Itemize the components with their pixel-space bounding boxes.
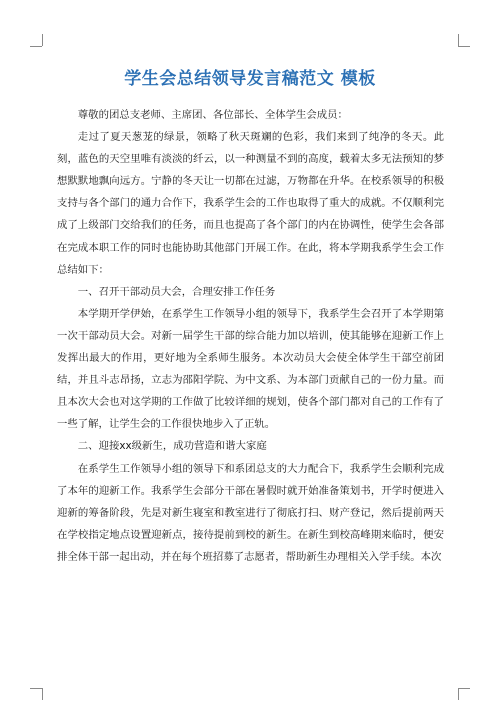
document-title: 学生会总结领导发言稿范文 模板: [124, 69, 376, 89]
crop-mark-top-left-v: [42, 34, 43, 46]
salutation-paragraph: 尊敬的团总支老师、主席团、各位部长、全体学生会成员：: [77, 109, 348, 121]
crop-mark-bottom-right-v: [458, 688, 459, 700]
section-heading-1: 一、召开干部动员大会，合理安排工作任务: [77, 285, 276, 298]
crop-mark-bottom-right-h: [458, 688, 470, 689]
section-2-paragraph: 在系学生工作领导小组的领导下和系团总支的大力配合下，我系学生会顺利完成了本年的迎新工作。我系学生会部分干部在暑假时就开始准备策划书，开学时便进入迎新的筹备阶段，先是对新生寝室和教室进行了彻底打扫、财产登记，然后提前两天在学校指定地点设置迎新点，接待提前到校的新生。在新生到校高峰期来临时，便安排全体干部一起出动，并在每个班招募了志愿者，帮助新生办理相关入学手续。本次: [57, 462, 444, 563]
crop-mark-bottom-left-v: [42, 688, 43, 700]
document-body: [57, 104, 444, 568]
section-1-paragraph: 本学期开学伊始，在系学生工作领导小组的领导下，我系学生会召开了本学期第一次干部动员大会。对新一届学生干部的综合能力加以培训，使其能够在迎新工作上发挥出最大的作用，更好地为全系师生服务。本次动员大会使全体学生干部空前团结，并且斗志昂扬，立志为邵阳学院、为中文系、为本部门贡献自己的一份力量。而且本次大会也对这学期的工作做了比较详细的规划，使各个部门都对自己的工作有了一些了解，让学生会的工作很快地步入了正轨。: [57, 307, 444, 431]
crop-mark-top-left-h: [30, 46, 42, 47]
crop-mark-top-right-h: [458, 46, 470, 47]
section-heading-2: 二、迎接xx级新生，成功营造和谐大家庭: [77, 440, 267, 453]
intro-paragraph: 走过了夏天葱茏的绿景，领略了秋天斑斓的色彩，我们来到了纯净的冬天。此刻，蓝色的天空里唯有淡淡的纤云，以一种测量不到的高度，载着太多无法预知的梦想默默地飘向远方。宁静的冬天让一切都在过滤，万物都在升华。在校系领导的积极支持与各个部门的通力合作下，我系学生会的工作也取得了重大的成就。不仅顺利完成了上级部门交给我们的任务，而且也提高了各个部门的内在协调性，使学生会各部在完成本职工作的同时也能协助其他部门开展工作。在此，将本学期我系学生会工作总结如下：: [57, 131, 444, 276]
crop-mark-bottom-left-h: [30, 688, 42, 689]
crop-mark-top-right-v: [458, 34, 459, 46]
